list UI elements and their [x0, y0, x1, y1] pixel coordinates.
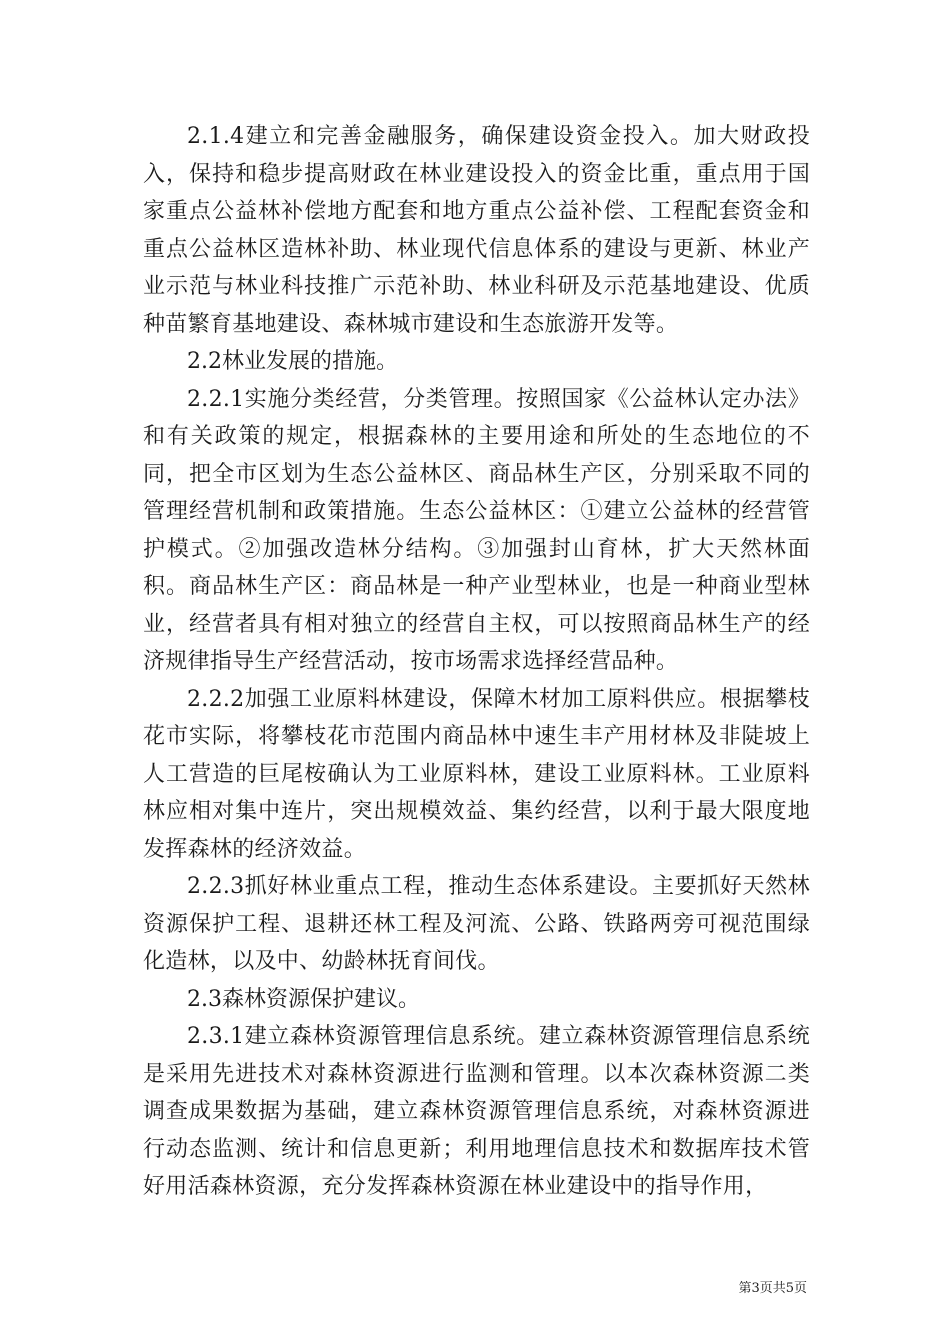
paragraph-2-1-4: 2.1.4建立和完善金融服务，确保建设资金投入。加大财政投入，保持和稳步提高财政在林业建设投入的资金比重，重点用于国家重点公益林补偿地方配套和地方重点公益补偿、工程配套资金和重点公益林区造林补助、林业现代信息体系的建设与更新、林业产业示范与林业科技推广示范补助、林业科研及示范基地建设、优质种苗繁育基地建设、森林城市建设和生态旅游开发等。	[143, 124, 810, 337]
paragraph-2-2-2: 2.2.2加强工业原料林建设，保障木材加工原料供应。根据攀枝花市实际，将攀枝花市范围内商品林中速生丰产用材林及非陡坡上人工营造的巨尾桉确认为工业原料林，建设工业原料林。工业原料林应相对集中连片，突出规模效益、集约经营，以利于最大限度地发挥森林的经济效益。	[143, 686, 810, 862]
document-body	[143, 118, 810, 1206]
paragraph-2-3-1: 2.3.1建立森林资源管理信息系统。建立森林资源管理信息系统是采用先进技术对森林资源进行监测和管理。以本次森林资源二类调查成果数据为基础，建立森林资源管理信息系统，对森林资源进行动态监测、统计和信息更新；利用地理信息技术和数据库技术管好用活森林资源，充分发挥森林资源在林业建设中的指导作用，	[143, 1024, 810, 1199]
section-heading-2-2: 2.2林业发展的措施。	[187, 349, 398, 374]
section-heading-2-3: 2.3森林资源保护建议。	[187, 986, 420, 1012]
paragraph-2-2-1: 2.2.1实施分类经营，分类管理。按照国家《公益林认定办法》和有关政策的规定，根据森林的主要用途和所处的生态地位的不同，把全市区划为生态公益林区、商品林生产区，分别采取不同的管理经营机制和政策措施。生态公益林区：①建立公益林的经营管护模式。②加强改造林分结构。③加强封山育林，扩大天然林面积。商品林生产区：商品林是一种产业型林业，也是一种商业型林业，经营者具有相对独立的经营自主权，可以按照商品林生产的经济规律指导生产经营活动，按市场需求选择经营品种。	[143, 386, 810, 674]
paragraph-2-2-3: 2.2.3抓好林业重点工程，推动生态体系建设。主要抓好天然林资源保护工程、退耕还林工程及河流、公路、铁路两旁可视范围绿化造林，以及中、幼龄林抚育间伐。	[143, 874, 810, 974]
page-number: 第3页共5页	[738, 1281, 807, 1296]
